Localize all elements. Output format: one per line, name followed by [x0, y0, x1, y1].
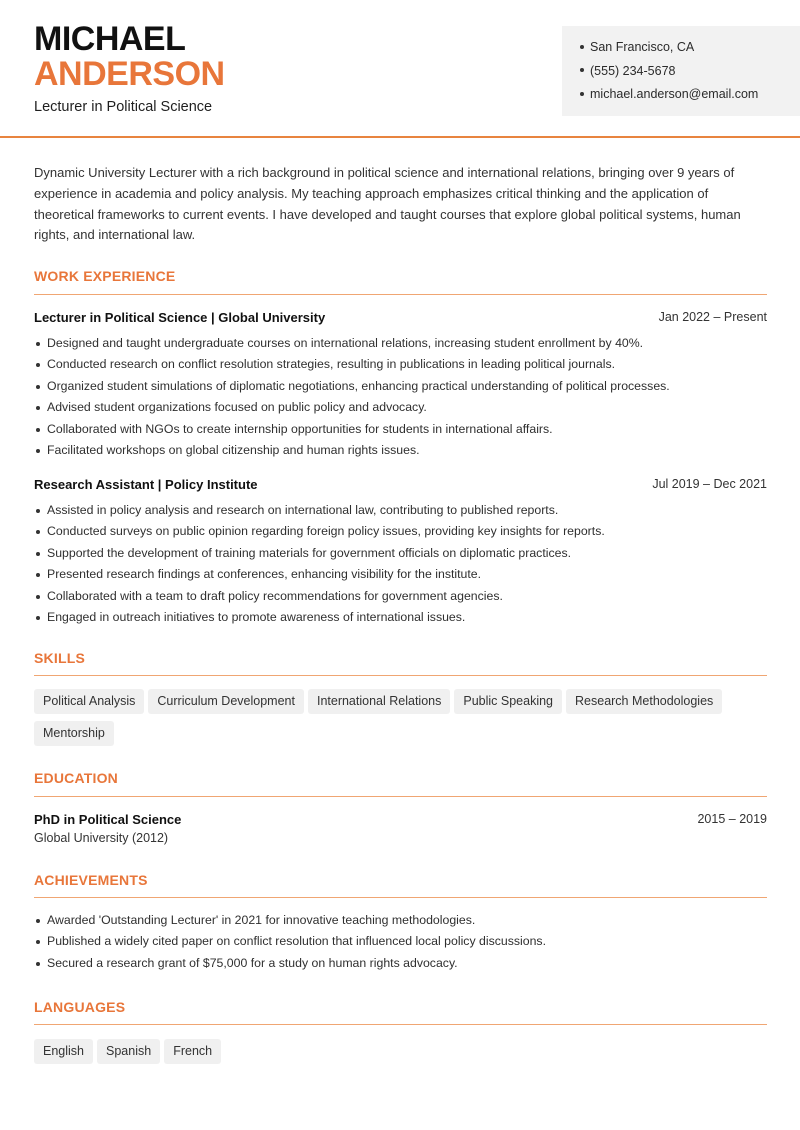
list-item: Conducted surveys on public opinion regarding foreign policy issues, providing key insights for reports.	[34, 523, 767, 544]
job-entry-header	[34, 477, 767, 492]
skill-chip: Mentorship	[34, 721, 114, 746]
contact-location: San Francisco, CA	[580, 39, 758, 63]
languages-list	[34, 1039, 774, 1071]
languages-heading: LANGUAGES	[34, 999, 126, 1015]
achievements-list	[34, 912, 767, 976]
skill-chip: Research Methodologies	[566, 689, 722, 714]
school-name: Global University (2012)	[34, 831, 169, 845]
section-divider	[34, 294, 767, 295]
achievements-heading: ACHIEVEMENTS	[34, 872, 148, 888]
candidate-name	[34, 22, 225, 92]
list-item: Designed and taught undergraduate courses on international relations, increasing student enrollment by 40%.	[34, 335, 767, 356]
bullet-icon	[580, 45, 584, 49]
summary-paragraph: Dynamic University Lecturer with a rich background in political science and international relations, bringing over 9 years of experience in academia and policy analysis. My teaching approach emphasizes critical thinking and the application of theoretical frameworks to current events. I have developed and taught courses that explore global political systems, human rights, and international law.	[34, 165, 741, 243]
list-item: Organized student simulations of diplomatic negotiations, enhancing practical understanding of political processes.	[34, 378, 767, 399]
section-divider	[34, 675, 767, 676]
list-item: Advised student organizations focused on public policy and advocacy.	[34, 399, 767, 420]
list-item: Supported the development of training materials for government officials on diplomatic practices.	[34, 545, 767, 566]
list-item: Collaborated with NGOs to create internship opportunities for students in international affairs.	[34, 421, 767, 442]
skill-chip: International Relations	[308, 689, 450, 714]
resume-header	[0, 0, 800, 138]
list-item: Assisted in policy analysis and research on international law, contributing to published reports.	[34, 502, 767, 523]
first-name: MICHAEL	[34, 20, 186, 58]
bullet-icon	[580, 68, 584, 72]
education-years: 2015 – 2019	[697, 812, 767, 826]
bullet-icon	[580, 92, 584, 96]
language-chip: English	[34, 1039, 93, 1064]
contact-phone: (555) 234-5678	[580, 63, 758, 87]
list-item: Engaged in outreach initiatives to promote awareness of international issues.	[34, 609, 767, 630]
list-item: Published a widely cited paper on conflict resolution that influenced local policy discussions.	[34, 933, 767, 954]
job-title: Lecturer in Political Science	[34, 99, 213, 115]
section-divider	[34, 1024, 767, 1025]
section-divider	[34, 897, 767, 898]
skills-heading: SKILLS	[34, 650, 85, 666]
job-dates: Jul 2019 – Dec 2021	[652, 477, 767, 491]
language-chip: Spanish	[97, 1039, 160, 1064]
list-item: Collaborated with a team to draft policy recommendations for government agencies.	[34, 588, 767, 609]
language-chip: French	[164, 1039, 221, 1064]
skills-list	[34, 689, 774, 753]
list-item: Secured a research grant of $75,000 for a study on human rights advocacy.	[34, 955, 767, 976]
skill-chip: Curriculum Development	[148, 689, 304, 714]
degree-title: PhD in Political Science	[34, 812, 182, 827]
list-item: Presented research findings at conferences, enhancing visibility for the institute.	[34, 566, 767, 587]
work-experience-heading: WORK EXPERIENCE	[34, 268, 176, 284]
job-dates: Jan 2022 – Present	[658, 310, 767, 324]
contact-box	[562, 26, 800, 116]
job-bullets	[34, 335, 767, 463]
job-position: Research Assistant | Policy Institute	[34, 477, 258, 492]
contact-email: michael.anderson@email.com	[580, 86, 758, 110]
job-position: Lecturer in Political Science | Global University	[34, 310, 326, 325]
skill-chip: Political Analysis	[34, 689, 144, 714]
education-heading: EDUCATION	[34, 770, 118, 786]
skill-chip: Public Speaking	[454, 689, 562, 714]
list-item: Conducted research on conflict resolution strategies, resulting in publications in leading political journals.	[34, 356, 767, 377]
section-divider	[34, 796, 767, 797]
last-name: ANDERSON	[34, 55, 225, 93]
list-item: Awarded 'Outstanding Lecturer' in 2021 for innovative teaching methodologies.	[34, 912, 767, 933]
list-item: Facilitated workshops on global citizenship and human rights issues.	[34, 442, 767, 463]
education-entry-header	[34, 812, 767, 827]
job-bullets	[34, 502, 767, 630]
job-entry-header	[34, 310, 767, 325]
